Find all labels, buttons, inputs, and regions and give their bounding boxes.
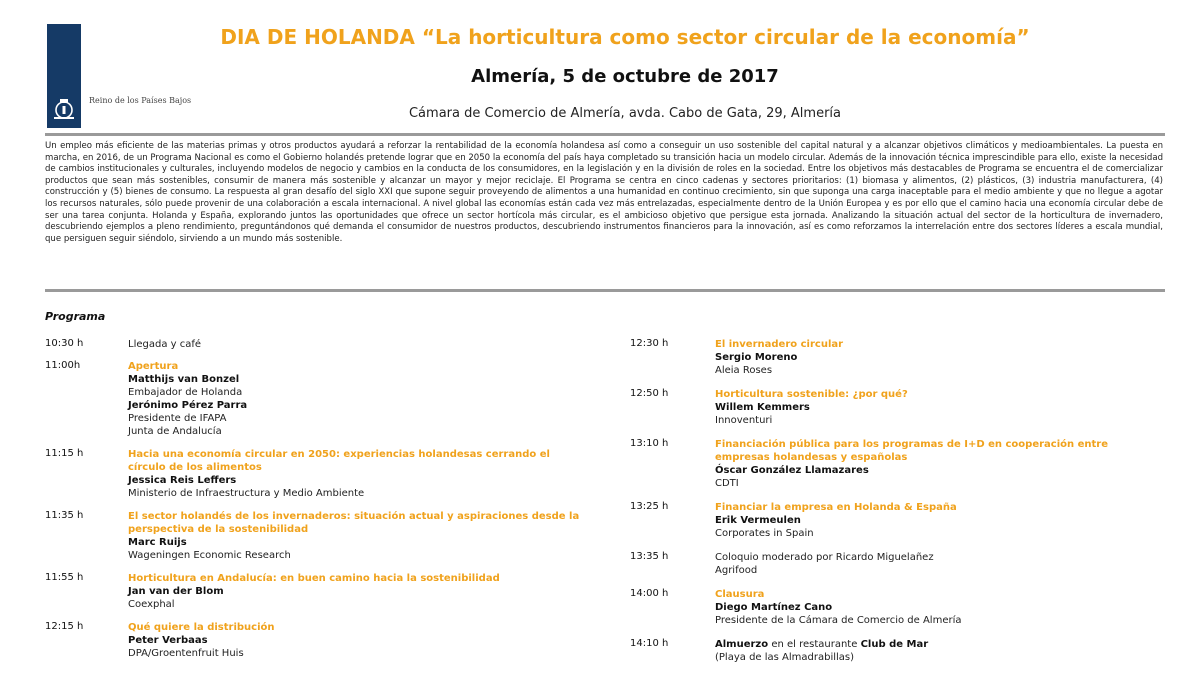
- session-title: Financiación pública para los programas de I+D en cooperación entre empresas holandesas y españolas: [715, 439, 1109, 463]
- intro-paragraph: Un empleo más eficiente de las materias primas y otros productos ayudará a reforzar la rentabilidad de la economía holandesa así como a conseguir un uso sostenible del capital natural y a alcanzar objetivos climáticos y medioambientales. La puesta en marcha, en 2016, de un Programa Nacional es como el Gobierno holandés pretende lograr que en 2050 la economía del país haya completado su transición hacia un modelo circular. Además de la innovación técnica imprescindible para ello, existe la necesidad de cambios institucionales y culturales, incluyendo modelos de negocio y cambios en la conducta de los consumidores, en la legislación y en la división de roles en la sociedad. Entre los objetivos más destacables de Programa se encuentra el de comercializar productos que sean más sostenibles, consumir de manera más sostenible y alcanzar un mayor y mejor reciclaje. El Programa se centra en cinco cadenas y sectores prioritarios: (1) biomasa y alimentos, (2) plásticos, (3) industria manufacturera, (4) construcción y (5) bienes de consumo. La respuesta al gran desafío del siglo XXI que supone seguir proveyendo de alimentos a una humanidad en continuo crecimiento, sin que suponga una carga inaceptable para el medio ambiente y que no llegue a agotar los recursos naturales, sólo puede provenir de una colaboración a escala internacional. A nivel global las economías están cada vez más entrelazadas, especialmente dentro de la Unión Europea y es por ello que el camino hacia una economía circular debe de ser una tarea conjunta. Holanda y España, explorando juntos las oportunidades que ofrece un sector hortícola más circular, es el ambicioso objetivo que persigue esta jornada. Analizando la situación actual del sector de la horticultura de invernadero, descubriendo ejemplos a pleno rendimiento, preguntándonos qué demanda el consumidor de nuestros productos, descubriendo instrumentos financieros para la innovación, así es como reforzamos la interrelación entre dos sectores líderes a escala mundial, que persiguen seguir siéndolo, sirviendo a un mundo más sostenible.: [45, 141, 1163, 244]
- speaker-affiliation: Presidente de la Cámara de Comercio de Almería: [715, 615, 962, 626]
- speaker-affiliation: Corporates in Spain: [715, 528, 814, 539]
- speaker-name: Peter Verbaas: [128, 635, 208, 646]
- time-label: 11:55 h: [45, 572, 84, 583]
- logo-text: Reino de los Países Bajos: [89, 96, 192, 105]
- schedule-item: [45, 448, 590, 500]
- lunch-label: Almuerzo: [715, 639, 769, 650]
- schedule-item: [630, 338, 1150, 377]
- session-title: Apertura: [128, 361, 179, 372]
- speaker-name: Marc Ruijs: [128, 537, 187, 548]
- event-date: Almería, 5 de octubre de 2017: [471, 66, 779, 87]
- time-label: 10:30 h: [45, 338, 84, 349]
- session-title: Horticultura sostenible: ¿por qué?: [715, 389, 908, 400]
- speaker-affiliation: Embajador de Holanda: [128, 387, 243, 398]
- schedule-item: [630, 501, 1150, 540]
- speaker-name: Jessica Reis Leffers: [128, 475, 237, 486]
- schedule-item: [630, 551, 1150, 577]
- session-title: Horticultura en Andalucía: en buen camino hacia la sostenibilidad: [128, 573, 500, 584]
- speaker-name: Jerónimo Pérez Parra: [128, 400, 248, 411]
- schedule-item: [45, 621, 590, 660]
- speaker-affiliation: Wageningen Economic Research: [128, 550, 291, 561]
- schedule-item: [630, 638, 1150, 664]
- event-venue: Cámara de Comercio de Almería, avda. Cabo de Gata, 29, Almería: [408, 106, 841, 121]
- speaker-affiliation: Ministerio de Infraestructura y Medio Ambiente: [128, 488, 365, 499]
- speaker-name: Diego Martínez Cano: [715, 602, 833, 613]
- schedule-item: [630, 588, 1150, 627]
- top-divider: [45, 133, 1165, 136]
- lunch-venue: Club de Mar: [860, 639, 929, 650]
- speaker-name: Óscar González Llamazares: [715, 465, 869, 476]
- royal-crest-icon: [50, 95, 78, 123]
- time-label: 12:50 h: [630, 388, 669, 399]
- schedule-item: [630, 438, 1150, 490]
- item-text: Coloquio moderado por Ricardo Miguelañez: [715, 552, 934, 563]
- speaker-affiliation: Aleia Roses: [715, 365, 773, 376]
- page-title: DIA DE HOLANDA “La horticultura como sector circular de la economía”: [220, 25, 1030, 49]
- time-label: 13:35 h: [630, 551, 669, 562]
- item-text: (Playa de las Almadrabillas): [715, 652, 855, 663]
- bottom-divider: [45, 289, 1165, 292]
- speaker-name: Willem Kemmers: [715, 402, 810, 413]
- program-column-left: [45, 338, 590, 667]
- speaker-affiliation: CDTI: [715, 478, 739, 489]
- time-label: 13:25 h: [630, 501, 669, 512]
- time-label: 13:10 h: [630, 438, 669, 449]
- schedule-item: [45, 338, 590, 351]
- time-label: 14:10 h: [630, 638, 669, 649]
- session-title: Qué quiere la distribución: [128, 622, 275, 633]
- speaker-name: Matthijs van Bonzel: [128, 374, 240, 385]
- session-title: El invernadero circular: [715, 339, 844, 350]
- session-title: Hacia una economía circular en 2050: experiencias holandesas cerrando el círculo de los alimentos: [128, 449, 550, 473]
- speaker-affiliation: Innoventuri: [715, 415, 773, 426]
- session-title: El sector holandés de los invernaderos: situación actual y aspiraciones desde la perspectiva de la sostenibilidad: [128, 511, 580, 535]
- programa-heading: Programa: [45, 310, 106, 323]
- speaker-affiliation: Presidente de IFAPA: [128, 413, 227, 424]
- item-text: Llegada y café: [128, 339, 202, 350]
- time-label: 12:30 h: [630, 338, 669, 349]
- time-label: 11:35 h: [45, 510, 84, 521]
- time-label: 14:00 h: [630, 588, 669, 599]
- schedule-item: [630, 388, 1150, 427]
- speaker-name: Jan van der Blom: [128, 586, 224, 597]
- speaker-name: Sergio Moreno: [715, 352, 798, 363]
- speaker-name: Erik Vermeulen: [715, 515, 801, 526]
- session-title: Financiar la empresa en Holanda & España: [715, 502, 957, 513]
- logo-bar: [47, 24, 81, 128]
- lunch-line: [715, 638, 1150, 651]
- schedule-item: [45, 572, 590, 611]
- schedule-item: [45, 360, 590, 438]
- item-text: Agrifood: [715, 565, 758, 576]
- speaker-affiliation: DPA/Groentenfruit Huis: [128, 648, 244, 659]
- session-title: Clausura: [715, 589, 765, 600]
- speaker-affiliation: Junta de Andalucía: [128, 426, 222, 437]
- time-label: 11:00h: [45, 360, 81, 371]
- lunch-connector: en el restaurante: [771, 639, 858, 650]
- program-column-right: [630, 338, 1150, 671]
- speaker-affiliation: Coexphal: [128, 599, 175, 610]
- time-label: 11:15 h: [45, 448, 84, 459]
- schedule-item: [45, 510, 590, 562]
- time-label: 12:15 h: [45, 621, 84, 632]
